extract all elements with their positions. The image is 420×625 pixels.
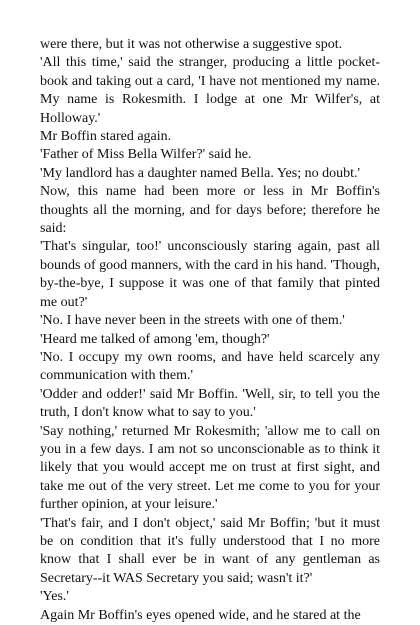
book-page (40, 36, 380, 625)
paragraph-5: 'My landlord has a daughter named Bella. Yes; no doubt.' (40, 165, 360, 181)
paragraph-3: Mr Boffin stared again. (40, 129, 172, 145)
paragraph-11: 'Odder and odder!' said Mr Boffin. 'Well, sir, to tell you the truth, I don't know what to say to you.' (40, 386, 380, 421)
paragraph-2: 'All this time,' said the stranger, producing a little pocket-book and taking out a card, 'I have not mentioned my name. My name is Rokesmith. I lodge at one Mr Wilfer's, at Holloway.' (40, 55, 380, 126)
paragraph-6: Now, this name had been more or less in Mr Boffin's thoughts all the morning, and for days before; therefore he said: (40, 184, 380, 237)
paragraph-1: were there, but it was not otherwise a suggestive spot. (40, 37, 343, 52)
paragraph-4: 'Father of Miss Bella Wilfer?' said he. (40, 147, 252, 163)
paragraph-12: 'Say nothing,' returned Mr Rokesmith; 'allow me to call on you in a few days. I am not so unconscionable as to think it likely that you would accept me on trust at first sight, and take me out of the very street. Let me come to you for your further opinion, at your leisure.' (40, 423, 380, 513)
paragraph-7: 'That's singular, too!' unconsciously staring again, past all bounds of good manners, with the card in his hand. 'Though, by-the-bye, I suppose it was one of that family that pinted me out?' (40, 239, 380, 310)
paragraph-8: 'No. I have never been in the streets with one of them.' (40, 313, 345, 329)
paragraph-15: Again Mr Boffin's eyes opened wide, and he stared at the (40, 607, 361, 623)
paragraph-14: 'Yes.' (40, 589, 69, 605)
paragraph-10: 'No. I occupy my own rooms, and have held scarcely any communication with them.' (40, 349, 380, 384)
paragraph-13: 'That's fair, and I don't object,' said Mr Boffin; 'but it must be on condition that it's fully understood that I no more know that I shall ever be in want of any gentleman as Secretary--it WAS Secretary you said; wasn't it?' (40, 515, 380, 586)
paragraph-9: 'Heard me talked of among 'em, though?' (40, 331, 270, 347)
